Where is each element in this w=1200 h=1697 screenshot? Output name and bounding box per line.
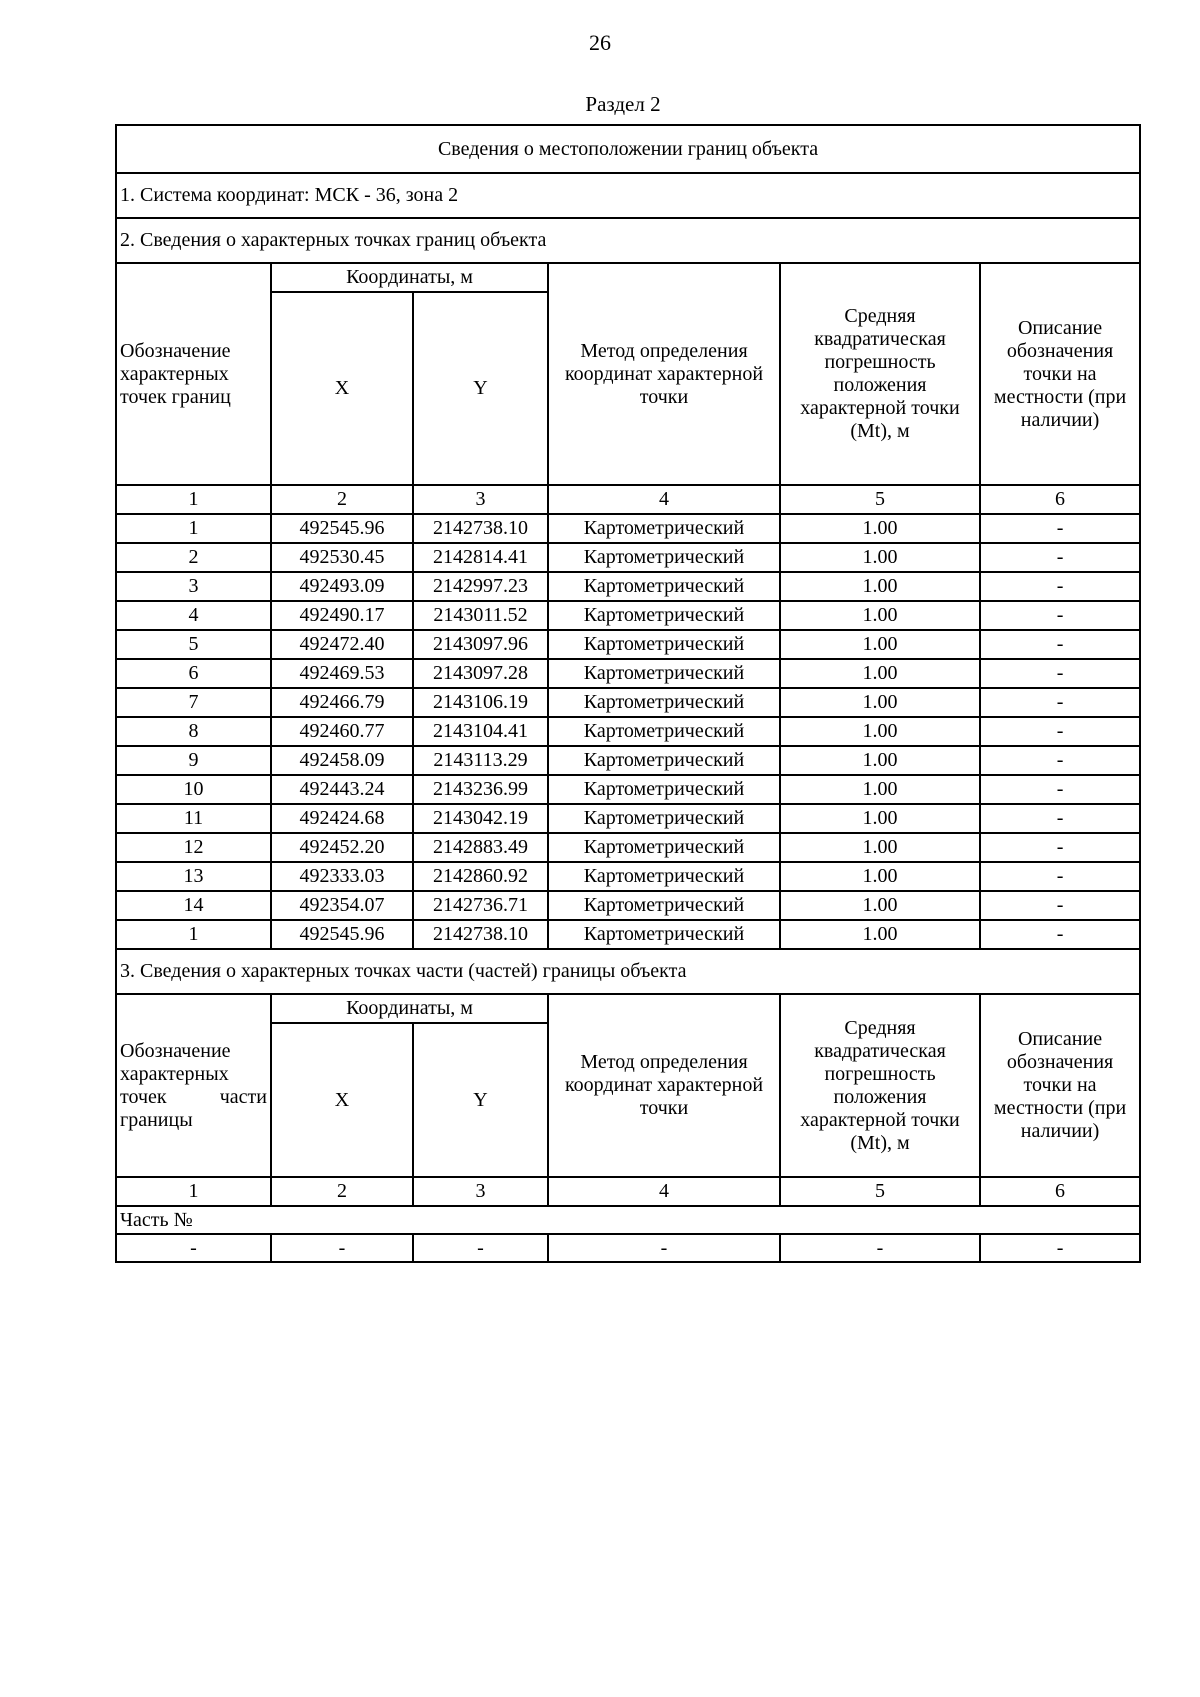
x-coordinate-cell: 492443.24 <box>271 775 413 804</box>
table-row <box>116 572 1140 601</box>
error-mt-cell: 1.00 <box>780 543 980 572</box>
error-mt-cell: 1.00 <box>780 804 980 833</box>
table-row <box>116 775 1140 804</box>
x-coordinate-cell: 492424.68 <box>271 804 413 833</box>
y-coordinate-cell: 2142883.49 <box>413 833 548 862</box>
description-cell: - <box>980 775 1140 804</box>
error-mt-cell: 1.00 <box>780 833 980 862</box>
point-id-cell: 7 <box>116 688 271 717</box>
point-id-cell: 11 <box>116 804 271 833</box>
table-row <box>116 514 1140 543</box>
y-coordinate-cell: 2142997.23 <box>413 572 548 601</box>
method-cell: Картометрический <box>548 659 780 688</box>
x-coordinate-cell: 492458.09 <box>271 746 413 775</box>
header-method: Метод определения координат характерной точки <box>548 263 780 485</box>
description-cell: - <box>980 891 1140 920</box>
x-coordinate-cell: 492460.77 <box>271 717 413 746</box>
point-id-cell: 9 <box>116 746 271 775</box>
description-cell: - <box>980 717 1140 746</box>
coordinate-system: 1. Система координат: МСК - 36, зона 2 <box>116 173 1140 218</box>
y-coordinate-cell: 2142738.10 <box>413 920 548 949</box>
description-cell: - <box>980 688 1140 717</box>
column-number-part-1: 1 <box>116 1177 271 1206</box>
error-mt-cell: 1.00 <box>780 688 980 717</box>
column-number-part-6: 6 <box>980 1177 1140 1206</box>
point-id-cell: 1 <box>116 920 271 949</box>
y-coordinate-cell: 2143113.29 <box>413 746 548 775</box>
error-mt-cell: 1.00 <box>780 920 980 949</box>
x-coordinate-cell: 492354.07 <box>271 891 413 920</box>
description-cell: - <box>980 920 1140 949</box>
table-row <box>116 688 1140 717</box>
header-error: Средняя квадратическая погрешность положения характерной точки (Mt), м <box>780 263 980 485</box>
y-coordinate-cell: 2142736.71 <box>413 891 548 920</box>
point-id-cell: 13 <box>116 862 271 891</box>
error-mt-cell: 1.00 <box>780 746 980 775</box>
header-part-description: Описание обозначения точки на местности (при наличии) <box>980 994 1140 1177</box>
x-coordinate-cell: 492493.09 <box>271 572 413 601</box>
y-coordinate-cell: - <box>413 1234 548 1262</box>
y-coordinate-cell: 2142860.92 <box>413 862 548 891</box>
column-numbers-row-part <box>116 1177 1140 1206</box>
point-id-cell: 4 <box>116 601 271 630</box>
point-id-cell: 2 <box>116 543 271 572</box>
column-number-1: 1 <box>116 485 271 514</box>
column-number-2: 2 <box>271 485 413 514</box>
method-cell: Картометрический <box>548 601 780 630</box>
x-coordinate-cell: 492490.17 <box>271 601 413 630</box>
description-cell: - <box>980 746 1140 775</box>
page-number: 26 <box>589 30 611 55</box>
table-row <box>116 543 1140 572</box>
x-coordinate-cell: 492333.03 <box>271 862 413 891</box>
table-row <box>116 630 1140 659</box>
description-cell: - <box>980 514 1140 543</box>
point-id-cell: 10 <box>116 775 271 804</box>
table-row <box>116 920 1140 949</box>
column-number-6: 6 <box>980 485 1140 514</box>
method-cell: Картометрический <box>548 572 780 601</box>
description-cell: - <box>980 1234 1140 1262</box>
error-mt-cell: 1.00 <box>780 601 980 630</box>
header-part-error: Средняя квадратическая погрешность положения характерной точки (Mt), м <box>780 994 980 1177</box>
header-part-x: X <box>271 1023 413 1177</box>
header-part-y: Y <box>413 1023 548 1177</box>
column-number-4: 4 <box>548 485 780 514</box>
description-cell: - <box>980 862 1140 891</box>
part-table-row <box>116 1234 1140 1262</box>
point-id-cell: 3 <box>116 572 271 601</box>
header-description: Описание обозначения точки на местности (при наличии) <box>980 263 1140 485</box>
method-cell: Картометрический <box>548 775 780 804</box>
point-id-cell: 14 <box>116 891 271 920</box>
error-mt-cell: 1.00 <box>780 572 980 601</box>
table-row <box>116 833 1140 862</box>
header-point-designation: Обозначение характерных точек границ <box>116 263 271 485</box>
method-cell: Картометрический <box>548 514 780 543</box>
table-row <box>116 891 1140 920</box>
column-number-5: 5 <box>780 485 980 514</box>
x-coordinate-cell: 492466.79 <box>271 688 413 717</box>
column-number-part-2: 2 <box>271 1177 413 1206</box>
description-cell: - <box>980 543 1140 572</box>
error-mt-cell: 1.00 <box>780 659 980 688</box>
description-cell: - <box>980 572 1140 601</box>
point-id-cell: 1 <box>116 514 271 543</box>
header-x: X <box>271 292 413 485</box>
column-number-3: 3 <box>413 485 548 514</box>
section-title: Раздел 2 <box>585 92 661 116</box>
method-cell: Картометрический <box>548 717 780 746</box>
y-coordinate-cell: 2143011.52 <box>413 601 548 630</box>
y-coordinate-cell: 2143097.28 <box>413 659 548 688</box>
table-row <box>116 746 1140 775</box>
table-row <box>116 717 1140 746</box>
description-cell: - <box>980 833 1140 862</box>
method-cell: Картометрический <box>548 746 780 775</box>
part-label: Часть № <box>116 1206 1140 1234</box>
header-y: Y <box>413 292 548 485</box>
header-part-method: Метод определения координат характерной точки <box>548 994 780 1177</box>
column-numbers-row <box>116 485 1140 514</box>
error-mt-cell: 1.00 <box>780 717 980 746</box>
header-coordinates: Координаты, м <box>271 263 548 292</box>
error-mt-cell: 1.00 <box>780 630 980 659</box>
point-id-cell: 8 <box>116 717 271 746</box>
error-mt-cell: - <box>780 1234 980 1262</box>
method-cell: - <box>548 1234 780 1262</box>
method-cell: Картометрический <box>548 920 780 949</box>
point-id-cell: - <box>116 1234 271 1262</box>
x-coordinate-cell: - <box>271 1234 413 1262</box>
x-coordinate-cell: 492545.96 <box>271 514 413 543</box>
description-cell: - <box>980 630 1140 659</box>
table-row <box>116 601 1140 630</box>
x-coordinate-cell: 492469.53 <box>271 659 413 688</box>
y-coordinate-cell: 2143106.19 <box>413 688 548 717</box>
header-part-point-designation: Обозначение характерных точек части границы <box>116 994 271 1177</box>
column-number-part-4: 4 <box>548 1177 780 1206</box>
method-cell: Картометрический <box>548 862 780 891</box>
description-cell: - <box>980 659 1140 688</box>
y-coordinate-cell: 2142814.41 <box>413 543 548 572</box>
table-row <box>116 862 1140 891</box>
column-number-part-5: 5 <box>780 1177 980 1206</box>
y-coordinate-cell: 2143236.99 <box>413 775 548 804</box>
method-cell: Картометрический <box>548 833 780 862</box>
error-mt-cell: 1.00 <box>780 514 980 543</box>
section3-title: 3. Сведения о характерных точках части (частей) границы объекта <box>116 949 1140 994</box>
y-coordinate-cell: 2143104.41 <box>413 717 548 746</box>
description-cell: - <box>980 804 1140 833</box>
x-coordinate-cell: 492545.96 <box>271 920 413 949</box>
section2-title: 2. Сведения о характерных точках границ объекта <box>116 218 1140 263</box>
error-mt-cell: 1.00 <box>780 862 980 891</box>
table-title: Сведения о местоположении границ объекта <box>116 125 1140 173</box>
method-cell: Картометрический <box>548 891 780 920</box>
y-coordinate-cell: 2143042.19 <box>413 804 548 833</box>
table-row <box>116 804 1140 833</box>
x-coordinate-cell: 492530.45 <box>271 543 413 572</box>
point-id-cell: 5 <box>116 630 271 659</box>
method-cell: Картометрический <box>548 804 780 833</box>
y-coordinate-cell: 2142738.10 <box>413 514 548 543</box>
x-coordinate-cell: 492452.20 <box>271 833 413 862</box>
point-id-cell: 12 <box>116 833 271 862</box>
boundary-table <box>115 124 1141 1263</box>
table-row <box>116 659 1140 688</box>
y-coordinate-cell: 2143097.96 <box>413 630 548 659</box>
description-cell: - <box>980 601 1140 630</box>
point-id-cell: 6 <box>116 659 271 688</box>
column-number-part-3: 3 <box>413 1177 548 1206</box>
method-cell: Картометрический <box>548 630 780 659</box>
error-mt-cell: 1.00 <box>780 891 980 920</box>
error-mt-cell: 1.00 <box>780 775 980 804</box>
header-part-coordinates: Координаты, м <box>271 994 548 1023</box>
x-coordinate-cell: 492472.40 <box>271 630 413 659</box>
method-cell: Картометрический <box>548 688 780 717</box>
method-cell: Картометрический <box>548 543 780 572</box>
